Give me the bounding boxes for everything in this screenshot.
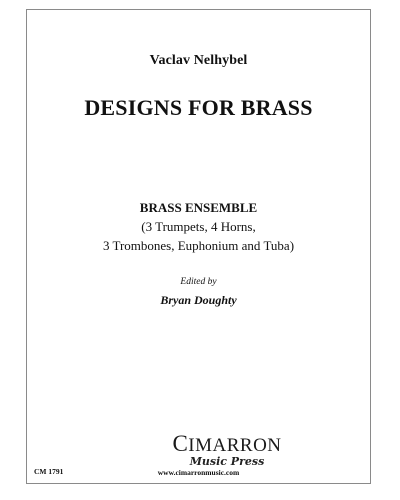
catalog-number: CM 1791 xyxy=(34,467,64,476)
composer-name: Vaclav Nelhybel xyxy=(149,53,248,68)
ensemble-type: BRASS ENSEMBLE xyxy=(139,200,258,215)
instrumentation-line-1: (3 Trumpets, 4 Horns, xyxy=(141,219,256,234)
piece-title: DESIGNS FOR BRASS xyxy=(84,95,313,120)
edited-by-label: Edited by xyxy=(180,277,217,287)
sheet-music-cover xyxy=(26,9,371,484)
editor-name: Bryan Doughty xyxy=(160,293,237,307)
publisher-logo-wordmark: CIMARRON xyxy=(172,431,282,456)
publisher-logo-subtext: Music Press xyxy=(189,455,265,468)
instrumentation-line-2: 3 Trombones, Euphonium and Tuba) xyxy=(102,238,295,253)
publisher-url: www.cimarronmusic.com xyxy=(157,468,240,477)
